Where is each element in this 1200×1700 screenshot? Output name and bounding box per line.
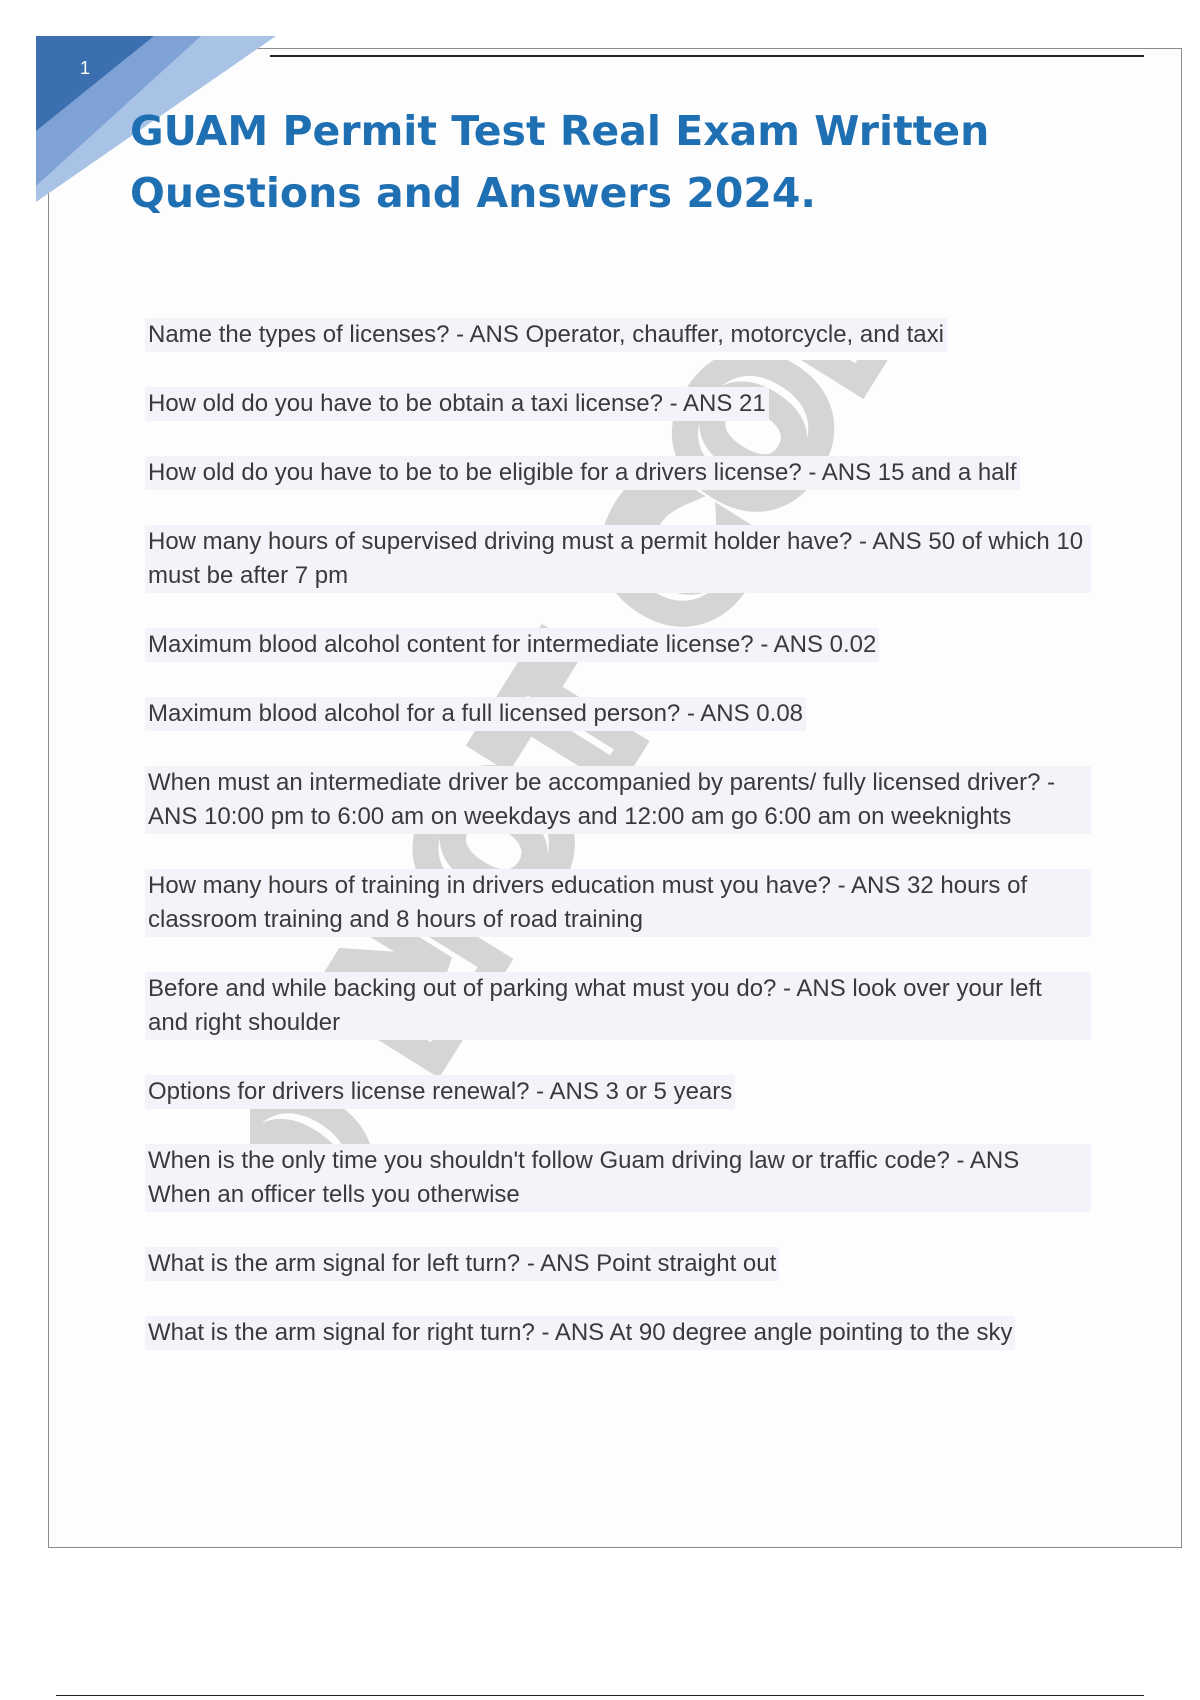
title-line-1: GUAM Permit Test Real Exam Written — [130, 107, 990, 155]
document-title — [130, 100, 1030, 224]
qa-item: How old do you have to be obtain a taxi license? - ANS 21 — [145, 387, 769, 421]
qa-item: What is the arm signal for left turn? - ANS Point straight out — [145, 1247, 779, 1281]
qa-item: Maximum blood alcohol for a full licensed person? - ANS 0.08 — [145, 697, 806, 731]
title-line-2: Questions and Answers 2024. — [130, 169, 817, 217]
qa-item: How many hours of supervised driving must a permit holder have? - ANS 50 of which 10 must be after 7 pm — [145, 525, 1091, 593]
qa-item: When must an intermediate driver be accompanied by parents/ fully licensed driver? - ANS 10:00 pm to 6:00 am on weekdays and 12:00 am go 6:00 am on weeknights — [145, 766, 1091, 834]
qa-item: Options for drivers license renewal? - ANS 3 or 5 years — [145, 1075, 735, 1109]
header-rule — [270, 55, 1144, 57]
qa-list — [145, 318, 1095, 1385]
page-number: 1 — [80, 58, 91, 78]
footer-rule — [56, 1695, 1144, 1696]
qa-item: Before and while backing out of parking what must you do? - ANS look over your left and right shoulder — [145, 972, 1091, 1040]
qa-item: How many hours of training in drivers education must you have? - ANS 32 hours of classroom training and 8 hours of road training — [145, 869, 1091, 937]
qa-item: Name the types of licenses? - ANS Operator, chauffer, motorcycle, and taxi — [145, 318, 947, 352]
qa-item: When is the only time you shouldn't follow Guam driving law or traffic code? - ANS When an officer tells you otherwise — [145, 1144, 1091, 1212]
qa-item: Maximum blood alcohol content for intermediate license? - ANS 0.02 — [145, 628, 879, 662]
qa-item: What is the arm signal for right turn? - ANS At 90 degree angle pointing to the sky — [145, 1316, 1015, 1350]
qa-item: How old do you have to be to be eligible for a drivers license? - ANS 15 and a half — [145, 456, 1020, 490]
